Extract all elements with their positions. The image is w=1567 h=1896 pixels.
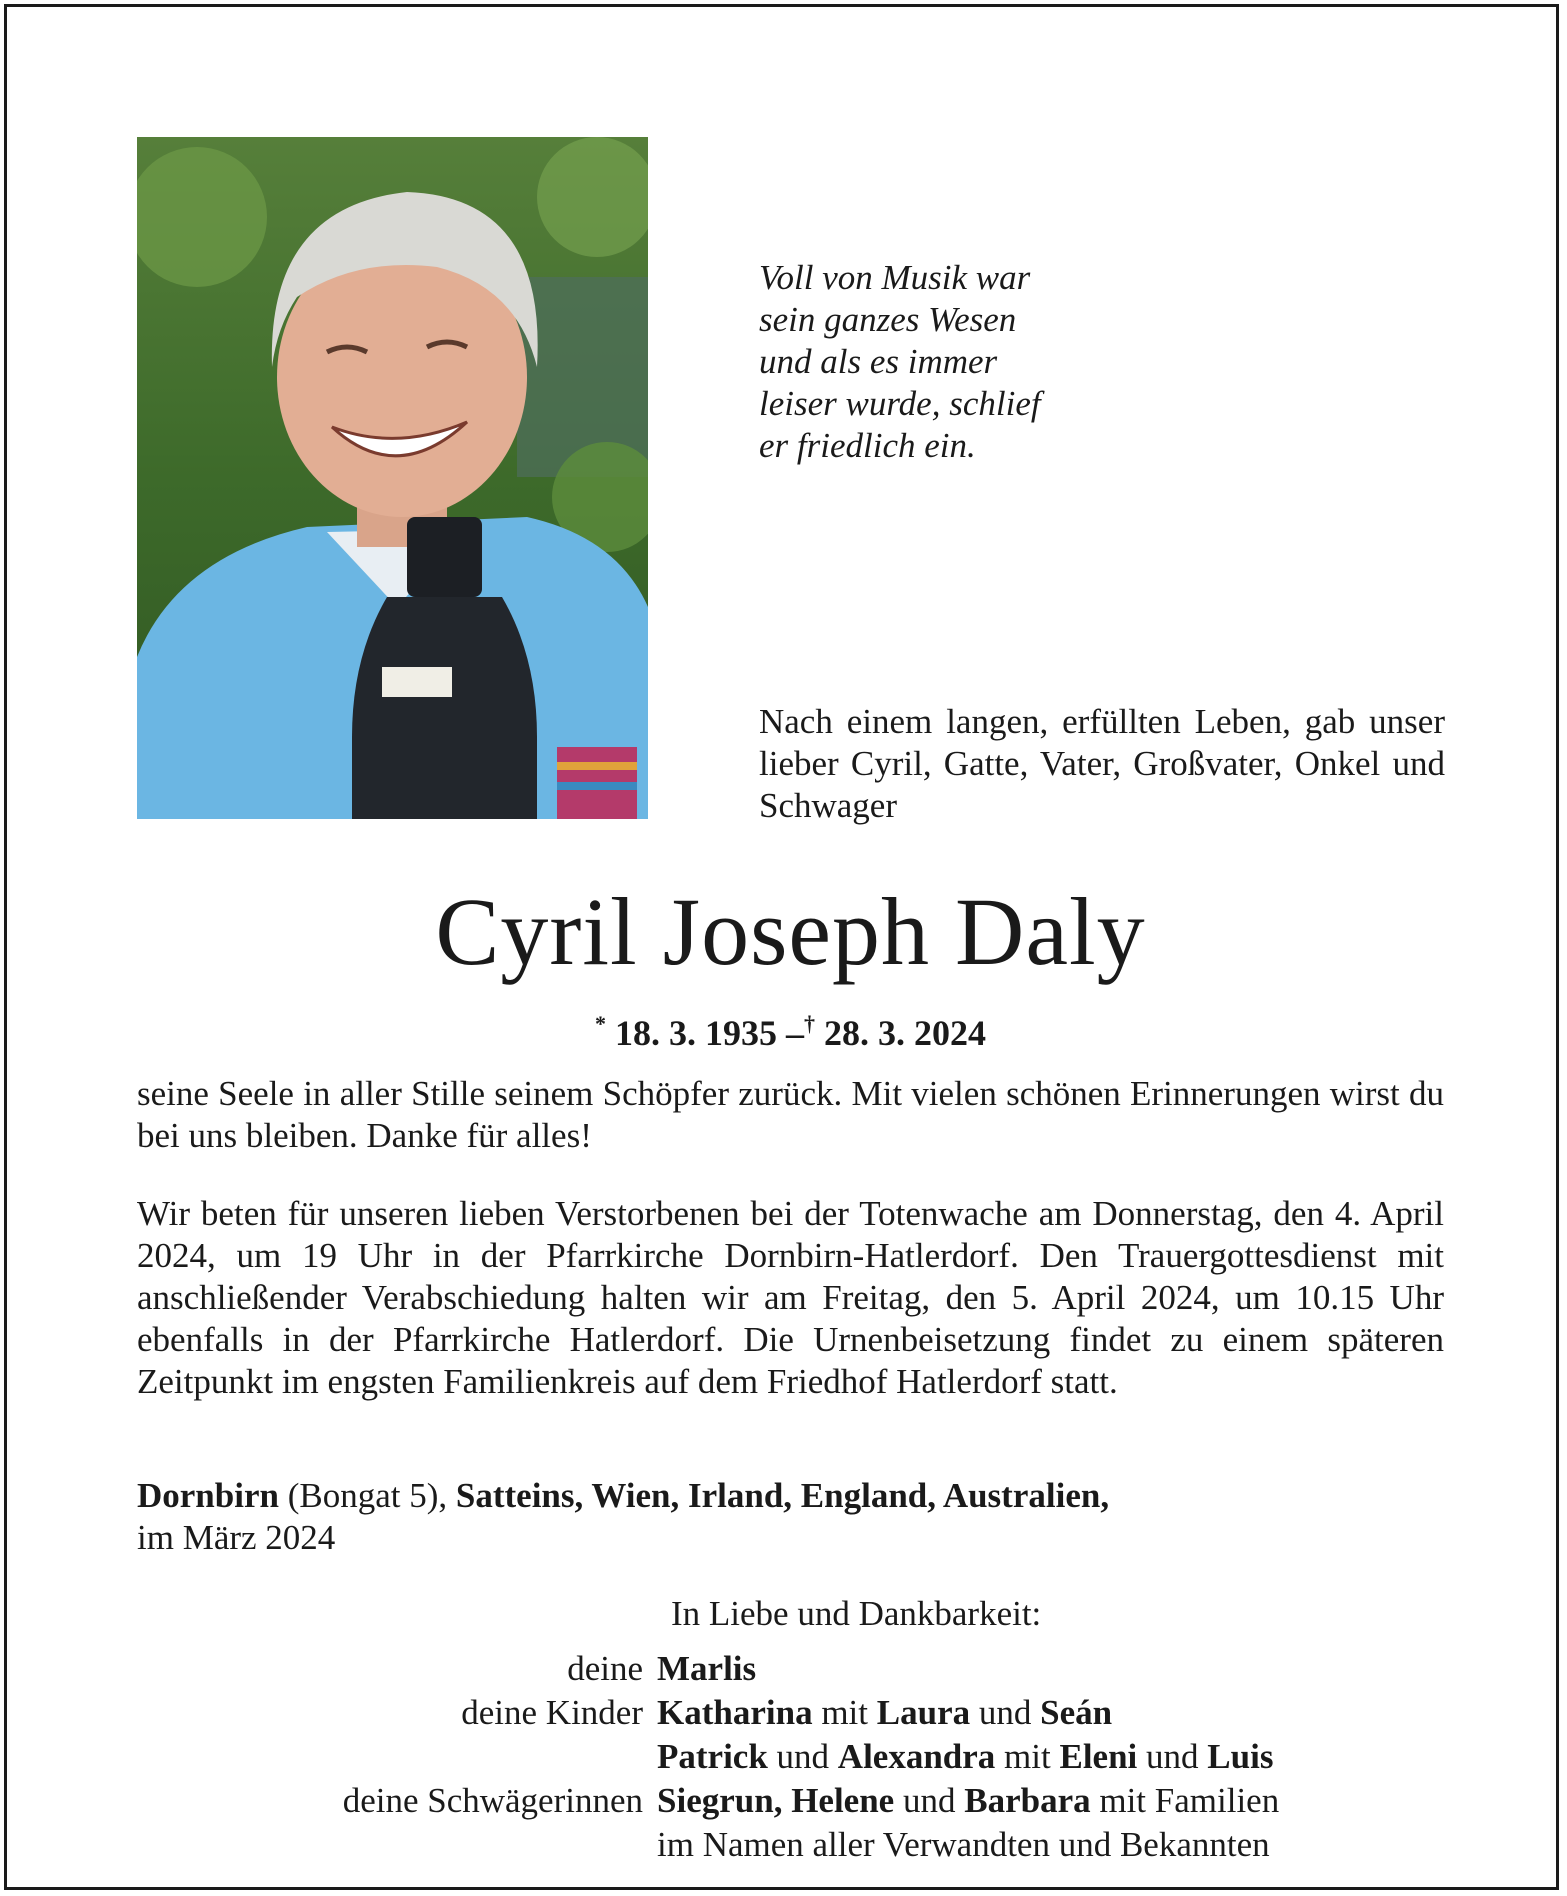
portrait-illustration [137, 137, 648, 819]
joiner-word: und [1146, 1737, 1199, 1776]
mourner-sisters: Siegrun, Helene [657, 1781, 895, 1820]
portrait-photo [137, 137, 648, 819]
signoff: In Liebe und Dankbarkeit: [671, 1594, 1042, 1633]
joiner-word: und [902, 1781, 956, 1820]
mourners-list [7, 1647, 1567, 1867]
mourner-row [7, 1735, 1567, 1779]
mourner-names [657, 1735, 1567, 1779]
birth-symbol: * [595, 1011, 606, 1036]
mourner-grandchild: Luis [1207, 1737, 1274, 1776]
places-and-date [137, 1475, 1444, 1559]
mourner-names [657, 1647, 1567, 1691]
memorial-quote [759, 257, 1179, 467]
mourner-wife: Marlis [657, 1649, 757, 1688]
quote-line: Voll von Musik war [759, 258, 1031, 297]
mourner-sister: Barbara [964, 1781, 1091, 1820]
places-line [137, 1475, 1444, 1517]
death-symbol: † [804, 1011, 815, 1036]
mourner-names [657, 1779, 1567, 1823]
place-city: Dornbirn [137, 1476, 279, 1515]
joiner-word: und [978, 1693, 1032, 1732]
notice-frame [4, 4, 1559, 1890]
paragraph-funeral-details: Wir beten für unseren lieben Verstorbenen bei der Totenwache am Donnerstag, den 4. April 2024, um 19 Uhr in der Pfarrkirche Dornbirn-Hatlerdorf. Den Trauergottesdienst mit anschließender Verabschiedung halten wir am Freitag, den 5. April 2024, um 10.15 Uhr ebenfalls in der Pfarrkirche Hatlerdorf. Die Urnenbeisetzung findet zu einem späteren Zeitpunkt im engsten Familienkreis auf dem Friedhof Hatlerdorf statt. [137, 1194, 1444, 1401]
mourner-child-partner: Alexandra [837, 1737, 996, 1776]
mourner-row [7, 1779, 1567, 1823]
joiner-word: mit [1004, 1737, 1051, 1776]
mourner-child: Patrick [657, 1737, 768, 1776]
mourner-label: deine Schwägerinnen [342, 1781, 643, 1820]
quote-line: leiser wurde, schlief [759, 384, 1041, 423]
date-separator: – [786, 1013, 804, 1053]
joiner-word: mit Familien [1099, 1781, 1280, 1820]
life-dates [7, 1003, 1567, 1054]
quote-line: sein ganzes Wesen [759, 300, 1017, 339]
mourner-grandchild: Seán [1040, 1693, 1113, 1732]
joiner-word: mit [821, 1693, 869, 1732]
mourner-grandchild: Laura [876, 1693, 971, 1732]
deceased-name: Cyril Joseph Daly [435, 878, 1146, 985]
mourner-grandchild: Eleni [1059, 1737, 1138, 1776]
quote-line: und als es immer [759, 342, 998, 381]
mourner-row [7, 1823, 1567, 1867]
mourner-row [7, 1691, 1567, 1735]
mourner-row [7, 1647, 1567, 1691]
intro-text: Nach einem langen, erfüllten Leben, gab unser lieber Cyril, Gatte, Vater, Großvater, Onkel und Schwager [759, 702, 1445, 825]
place-address: (Bongat 5), [287, 1476, 448, 1515]
birth-date: 18. 3. 1935 [615, 1013, 777, 1053]
mourner-closing: im Namen aller Verwandten und Bekannten [657, 1825, 1270, 1864]
death-date: 28. 3. 2024 [824, 1013, 986, 1053]
place-others: Satteins, Wien, Irland, England, Australien, [455, 1476, 1110, 1515]
notice-date: im März 2024 [137, 1518, 336, 1557]
quote-line: er friedlich ein. [759, 426, 976, 465]
mourner-label: deine [567, 1649, 643, 1688]
mourner-names [657, 1691, 1567, 1735]
paragraph-farewell: seine Seele in aller Stille seinem Schöpfer zurück. Mit vielen schönen Erinnerungen wirst du bei uns bleiben. Danke für alles! [137, 1074, 1444, 1155]
joiner-word: und [776, 1737, 830, 1776]
mourner-child: Katharina [657, 1693, 813, 1732]
mourner-label: deine Kinder [461, 1693, 643, 1732]
